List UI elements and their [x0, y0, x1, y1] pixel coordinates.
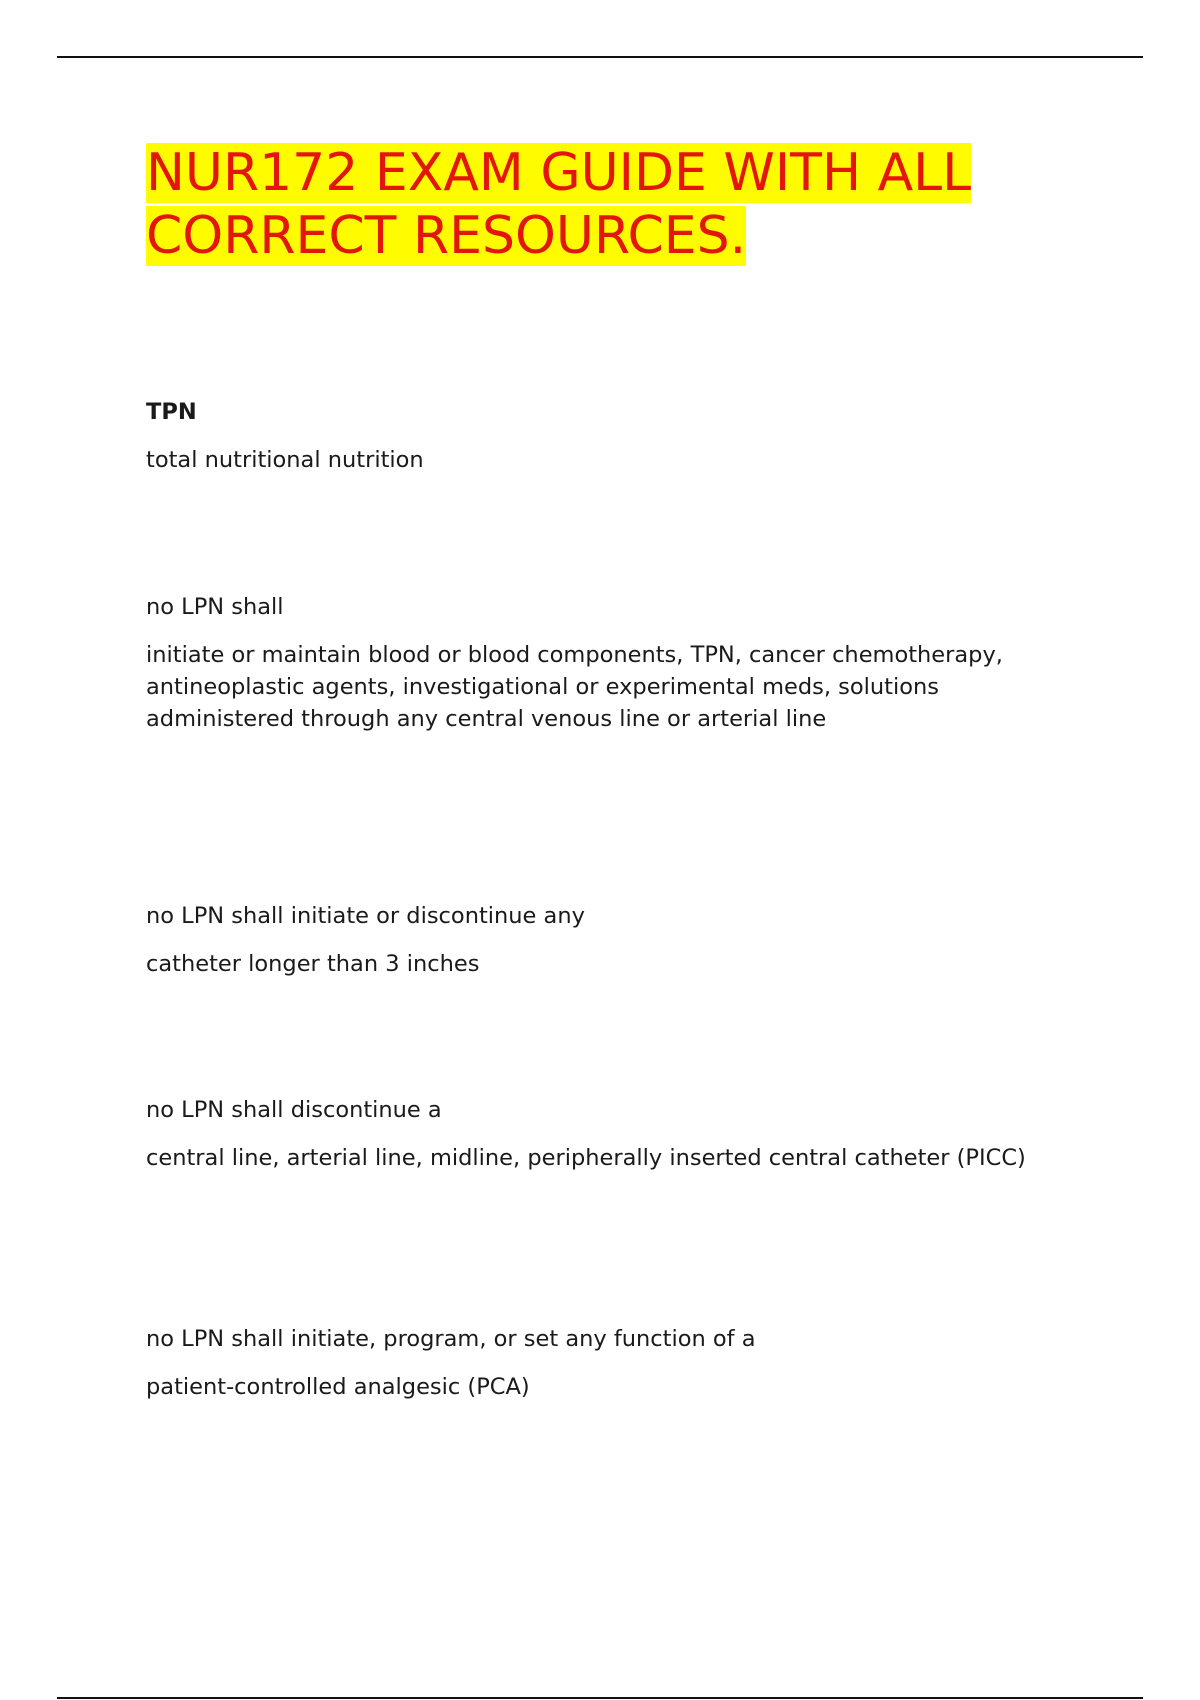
- entry-term: no LPN shall: [146, 594, 284, 620]
- flashcard-entry: [146, 1323, 1086, 1403]
- top-rule: [57, 56, 1143, 58]
- title-line-1: NUR172 EXAM GUIDE WITH ALL: [146, 143, 972, 203]
- flashcard-entry: [146, 1094, 1086, 1174]
- entry-definition: catheter longer than 3 inches: [146, 951, 480, 977]
- entry-term: no LPN shall initiate or discontinue any: [146, 903, 585, 929]
- entry-definition: central line, arterial line, midline, peripherally inserted central catheter (PICC): [146, 1145, 1026, 1171]
- entry-definition: initiate or maintain blood or blood components, TPN, cancer chemotherapy, antineoplastic agents, investigational or experimental meds, solutions administered through any central venous line or arterial line: [146, 642, 1003, 732]
- entry-term: TPN: [146, 399, 197, 425]
- title-line-2: CORRECT RESOURCES.: [146, 206, 747, 266]
- flashcard-entry: [146, 591, 1086, 735]
- entry-term: no LPN shall initiate, program, or set any function of a: [146, 1326, 756, 1352]
- entry-definition: patient-controlled analgesic (PCA): [146, 1374, 530, 1400]
- flashcard-entry: [146, 900, 1086, 980]
- flashcard-entry: [146, 396, 1086, 476]
- entry-definition: total nutritional nutrition: [146, 447, 424, 473]
- document-title: [146, 142, 1086, 268]
- bottom-rule: [57, 1697, 1143, 1699]
- entry-term: no LPN shall discontinue a: [146, 1097, 442, 1123]
